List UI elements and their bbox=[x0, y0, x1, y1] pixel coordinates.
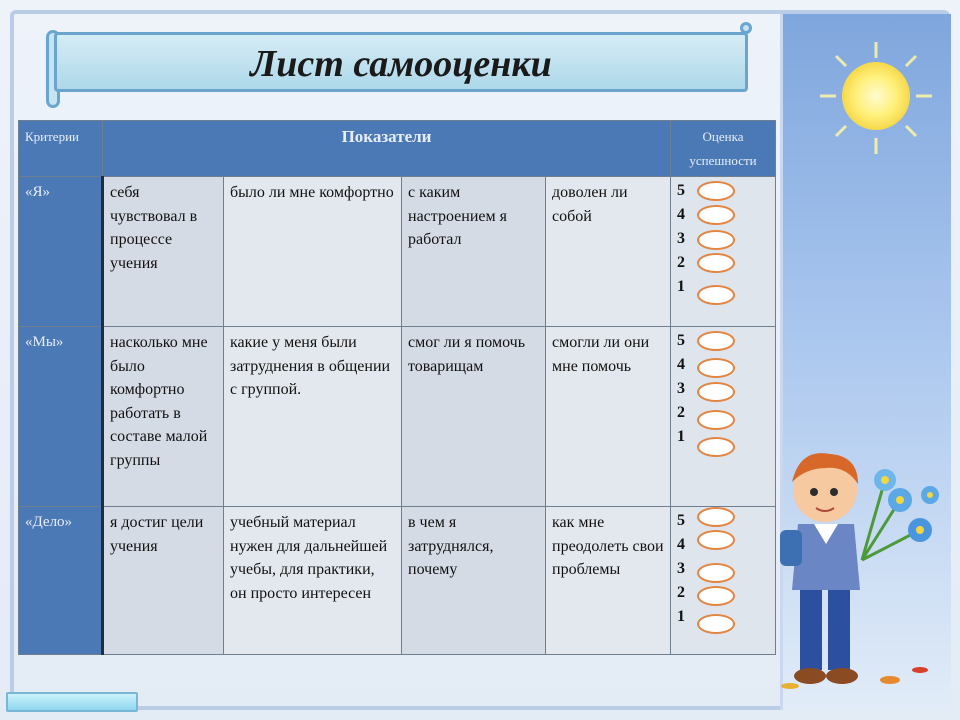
grade-oval-2[interactable] bbox=[697, 410, 735, 430]
grade-oval-1[interactable] bbox=[697, 285, 735, 305]
criterion-cell: «Дело» bbox=[19, 507, 103, 655]
indicator-cell: доволен ли собой bbox=[546, 177, 671, 327]
header-criteria: Критерии bbox=[19, 121, 103, 177]
indicator-cell: я достиг цели учения bbox=[103, 507, 224, 655]
indicator-cell: какие у меня были затруднения в общении с группой. bbox=[224, 327, 402, 507]
indicator-cell: насколько мне было комфортно работать в составе малой группы bbox=[103, 327, 224, 507]
scroll-roll-right bbox=[740, 22, 752, 34]
grade-3: 3 bbox=[677, 560, 686, 577]
scroll-body bbox=[54, 32, 748, 92]
grade-oval-1[interactable] bbox=[697, 614, 735, 634]
grade-2: 2 bbox=[677, 254, 686, 271]
grade-1: 1 bbox=[677, 428, 686, 445]
indicator-cell: себя чувствовал в процессе учения bbox=[103, 177, 224, 327]
grade-oval-5[interactable] bbox=[697, 181, 735, 201]
grade-oval-5[interactable] bbox=[697, 331, 735, 351]
grade-oval-5[interactable] bbox=[697, 507, 735, 527]
grade-oval-4[interactable] bbox=[697, 530, 735, 550]
self-assessment-table bbox=[18, 120, 776, 655]
grade-4: 4 bbox=[677, 356, 686, 373]
grade-5: 5 bbox=[677, 182, 686, 199]
grade-3: 3 bbox=[677, 380, 686, 397]
nav-button[interactable] bbox=[6, 692, 138, 712]
grade-oval-2[interactable] bbox=[697, 253, 735, 273]
title-banner bbox=[46, 26, 752, 98]
grade-oval-4[interactable] bbox=[697, 205, 735, 225]
indicator-cell: было ли мне комфортно bbox=[224, 177, 402, 327]
table-row bbox=[19, 177, 776, 327]
grade-oval-3[interactable] bbox=[697, 230, 735, 250]
header-indicators: Показатели bbox=[103, 121, 671, 177]
indicator-cell: учебный материал нужен для дальнейшей учебы, для практики, он просто интересен bbox=[224, 507, 402, 655]
grade-oval-1[interactable] bbox=[697, 437, 735, 457]
indicator-cell: как мне преодолеть свои проблемы bbox=[546, 507, 671, 655]
grade-1: 1 bbox=[677, 608, 686, 625]
grade-1: 1 bbox=[677, 278, 686, 295]
grade-oval-2[interactable] bbox=[697, 586, 735, 606]
grade-5: 5 bbox=[677, 332, 686, 349]
criterion-cell: «Мы» bbox=[19, 327, 103, 507]
table-row bbox=[19, 507, 776, 655]
grade-2: 2 bbox=[677, 404, 686, 421]
grade-4: 4 bbox=[677, 206, 686, 223]
grade-cell bbox=[671, 327, 776, 507]
grade-3: 3 bbox=[677, 230, 686, 247]
header-grade bbox=[671, 121, 776, 177]
grade-oval-3[interactable] bbox=[697, 563, 735, 583]
table-header-row bbox=[19, 121, 776, 177]
criterion-cell: «Я» bbox=[19, 177, 103, 327]
grade-4: 4 bbox=[677, 536, 686, 553]
page-title: Лист самооценки bbox=[250, 43, 552, 85]
table-row bbox=[19, 327, 776, 507]
header-grade-line1: Оценка bbox=[702, 129, 744, 144]
grade-oval-3[interactable] bbox=[697, 382, 735, 402]
flowers-icon bbox=[862, 469, 939, 560]
grade-cell bbox=[671, 507, 776, 655]
grade-cell bbox=[671, 177, 776, 327]
boy-with-flowers-illustration bbox=[770, 440, 950, 700]
indicator-cell: с каким настроением я работал bbox=[402, 177, 546, 327]
grade-2: 2 bbox=[677, 584, 686, 601]
indicator-cell: смогли ли они мне помочь bbox=[546, 327, 671, 507]
indicator-cell: в чем я затруднялся, почему bbox=[402, 507, 546, 655]
header-grade-line2: успешности bbox=[689, 152, 757, 168]
grade-5: 5 bbox=[677, 512, 686, 529]
indicator-cell: смог ли я помочь товарищам bbox=[402, 327, 546, 507]
sun-icon bbox=[790, 38, 960, 158]
grade-oval-4[interactable] bbox=[697, 358, 735, 378]
